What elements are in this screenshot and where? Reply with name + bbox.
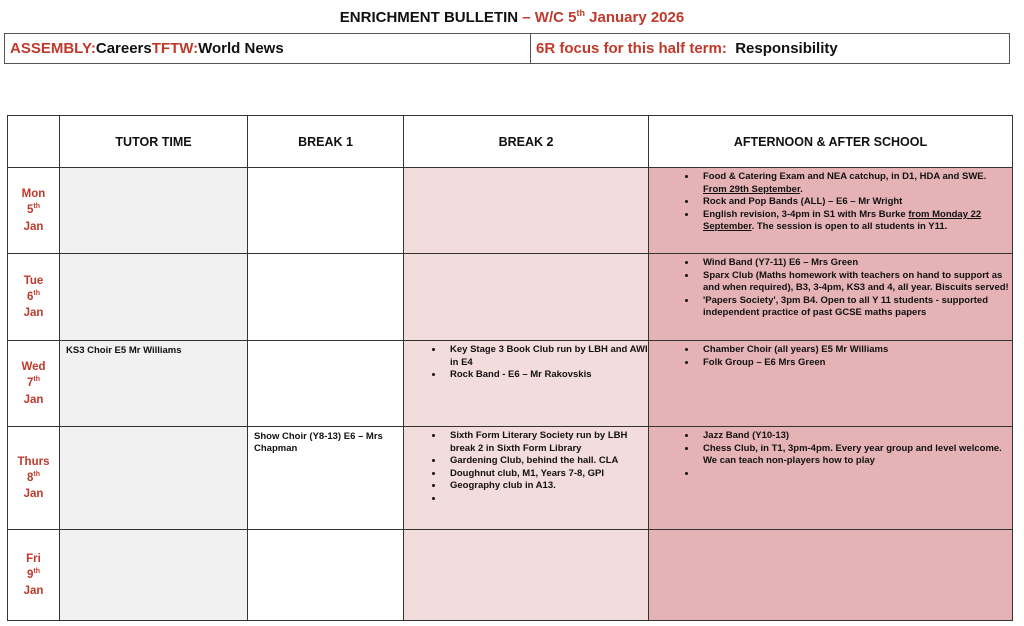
- tuesday-break1: [248, 254, 404, 341]
- col-afternoon: AFTERNOON & AFTER SCHOOL: [649, 116, 1013, 168]
- list-item: • 'Papers Society', 3pm B4. Open to all Y 11 students - supported independent practice of past GCSE maths papers: [697, 295, 1012, 320]
- list-item-empty: [697, 468, 1012, 481]
- row-thursday: [8, 427, 1013, 530]
- col-break-2: BREAK 2: [404, 116, 649, 168]
- corner-cell: [8, 116, 60, 168]
- wednesday-afternoon: [649, 341, 1013, 427]
- monday-afternoon: [649, 168, 1013, 254]
- list-item: • English revision, 3-4pm in S1 with Mrs Burke from Monday 22 September. The session is open to all students in Y11.: [697, 209, 1012, 234]
- assembly-cell: [5, 34, 531, 63]
- focus-cell: [531, 34, 838, 63]
- list-item: • Folk Group – E6 Mrs Green: [697, 357, 1012, 370]
- day-label-monday: Mon 5th Jan: [8, 168, 60, 254]
- thursday-afternoon: [649, 427, 1013, 530]
- tuesday-tutor: [60, 254, 248, 341]
- bulletin-title: [0, 8, 1024, 26]
- info-bar: [4, 33, 1010, 64]
- timetable: [7, 115, 1013, 621]
- tuesday-afternoon: [649, 254, 1013, 341]
- wednesday-break2: [404, 341, 649, 427]
- tftw-label: TFTW:: [151, 40, 199, 57]
- day-label-tuesday: Tue 6th Jan: [8, 254, 60, 341]
- focus-value: Responsibility: [735, 40, 838, 57]
- list-item: • Chess Club, in T1, 3pm-4pm. Every year group and level welcome. We can teach non-players how to play: [697, 443, 1012, 468]
- tftw-value: World News: [198, 40, 284, 57]
- row-tuesday: [8, 254, 1013, 341]
- list-item: • Food & Catering Exam and NEA catchup, in D1, HDA and SWE. From 29th September.: [697, 171, 1012, 196]
- friday-afternoon: [649, 530, 1013, 621]
- list-item: • Sixth Form Literary Society run by LBH break 2 in Sixth Form Library: [444, 430, 648, 455]
- row-friday: [8, 530, 1013, 621]
- list-item: • Jazz Band (Y10-13): [697, 430, 1012, 443]
- friday-break1: [248, 530, 404, 621]
- list-item: • Key Stage 3 Book Club run by LBH and AWI in E4: [444, 344, 648, 369]
- title-main: ENRICHMENT BULLETIN: [339, 9, 519, 26]
- tuesday-break2: [404, 254, 649, 341]
- list-item: • Doughnut club, M1, Years 7-8, GPI: [444, 468, 648, 481]
- day-label-thursday: Thurs 8th Jan: [8, 427, 60, 530]
- list-item: • Gardening Club, behind the hall. CLA: [444, 455, 648, 468]
- monday-break2: [404, 168, 649, 254]
- friday-tutor: [60, 530, 248, 621]
- list-item-empty: [444, 493, 648, 506]
- title-week: – W/C 5th January 2026: [518, 8, 685, 26]
- day-label-friday: Fri 9th Jan: [8, 530, 60, 621]
- row-monday: [8, 168, 1013, 254]
- wednesday-tutor-text: KS3 Choir E5 Mr Williams: [66, 345, 182, 356]
- list-item: • Rock and Pop Bands (ALL) – E6 – Mr Wright: [697, 196, 1012, 209]
- thursday-break1: [248, 427, 404, 530]
- list-item: • Geography club in A13.: [444, 480, 648, 493]
- day-label-wednesday: Wed 7th Jan: [8, 341, 60, 427]
- thursday-break1-text: Show Choir (Y8-13) E6 – Mrs Chapman: [254, 431, 383, 455]
- thursday-break2: [404, 427, 649, 530]
- monday-tutor: [60, 168, 248, 254]
- list-item: • Wind Band (Y7-11) E6 – Mrs Green: [697, 257, 1012, 270]
- focus-label: 6R focus for this half term:: [536, 40, 727, 57]
- thursday-tutor: [60, 427, 248, 530]
- header-row: [8, 116, 1013, 168]
- wednesday-tutor: [60, 341, 248, 427]
- friday-break2: [404, 530, 649, 621]
- col-break-1: BREAK 1: [248, 116, 404, 168]
- assembly-value: Careers: [95, 40, 152, 57]
- list-item: • Sparx Club (Maths homework with teachers on hand to support as and when required), B3, 3-4pm, KS3 and 4, all year. Biscuits served!: [697, 270, 1012, 295]
- col-tutor-time: TUTOR TIME: [60, 116, 248, 168]
- wednesday-break1: [248, 341, 404, 427]
- monday-break1: [248, 168, 404, 254]
- row-wednesday: [8, 341, 1013, 427]
- list-item: • Rock Band - E6 – Mr Rakovskis: [444, 369, 648, 382]
- assembly-label: ASSEMBLY:: [10, 40, 96, 57]
- list-item: • Chamber Choir (all years) E5 Mr Williams: [697, 344, 1012, 357]
